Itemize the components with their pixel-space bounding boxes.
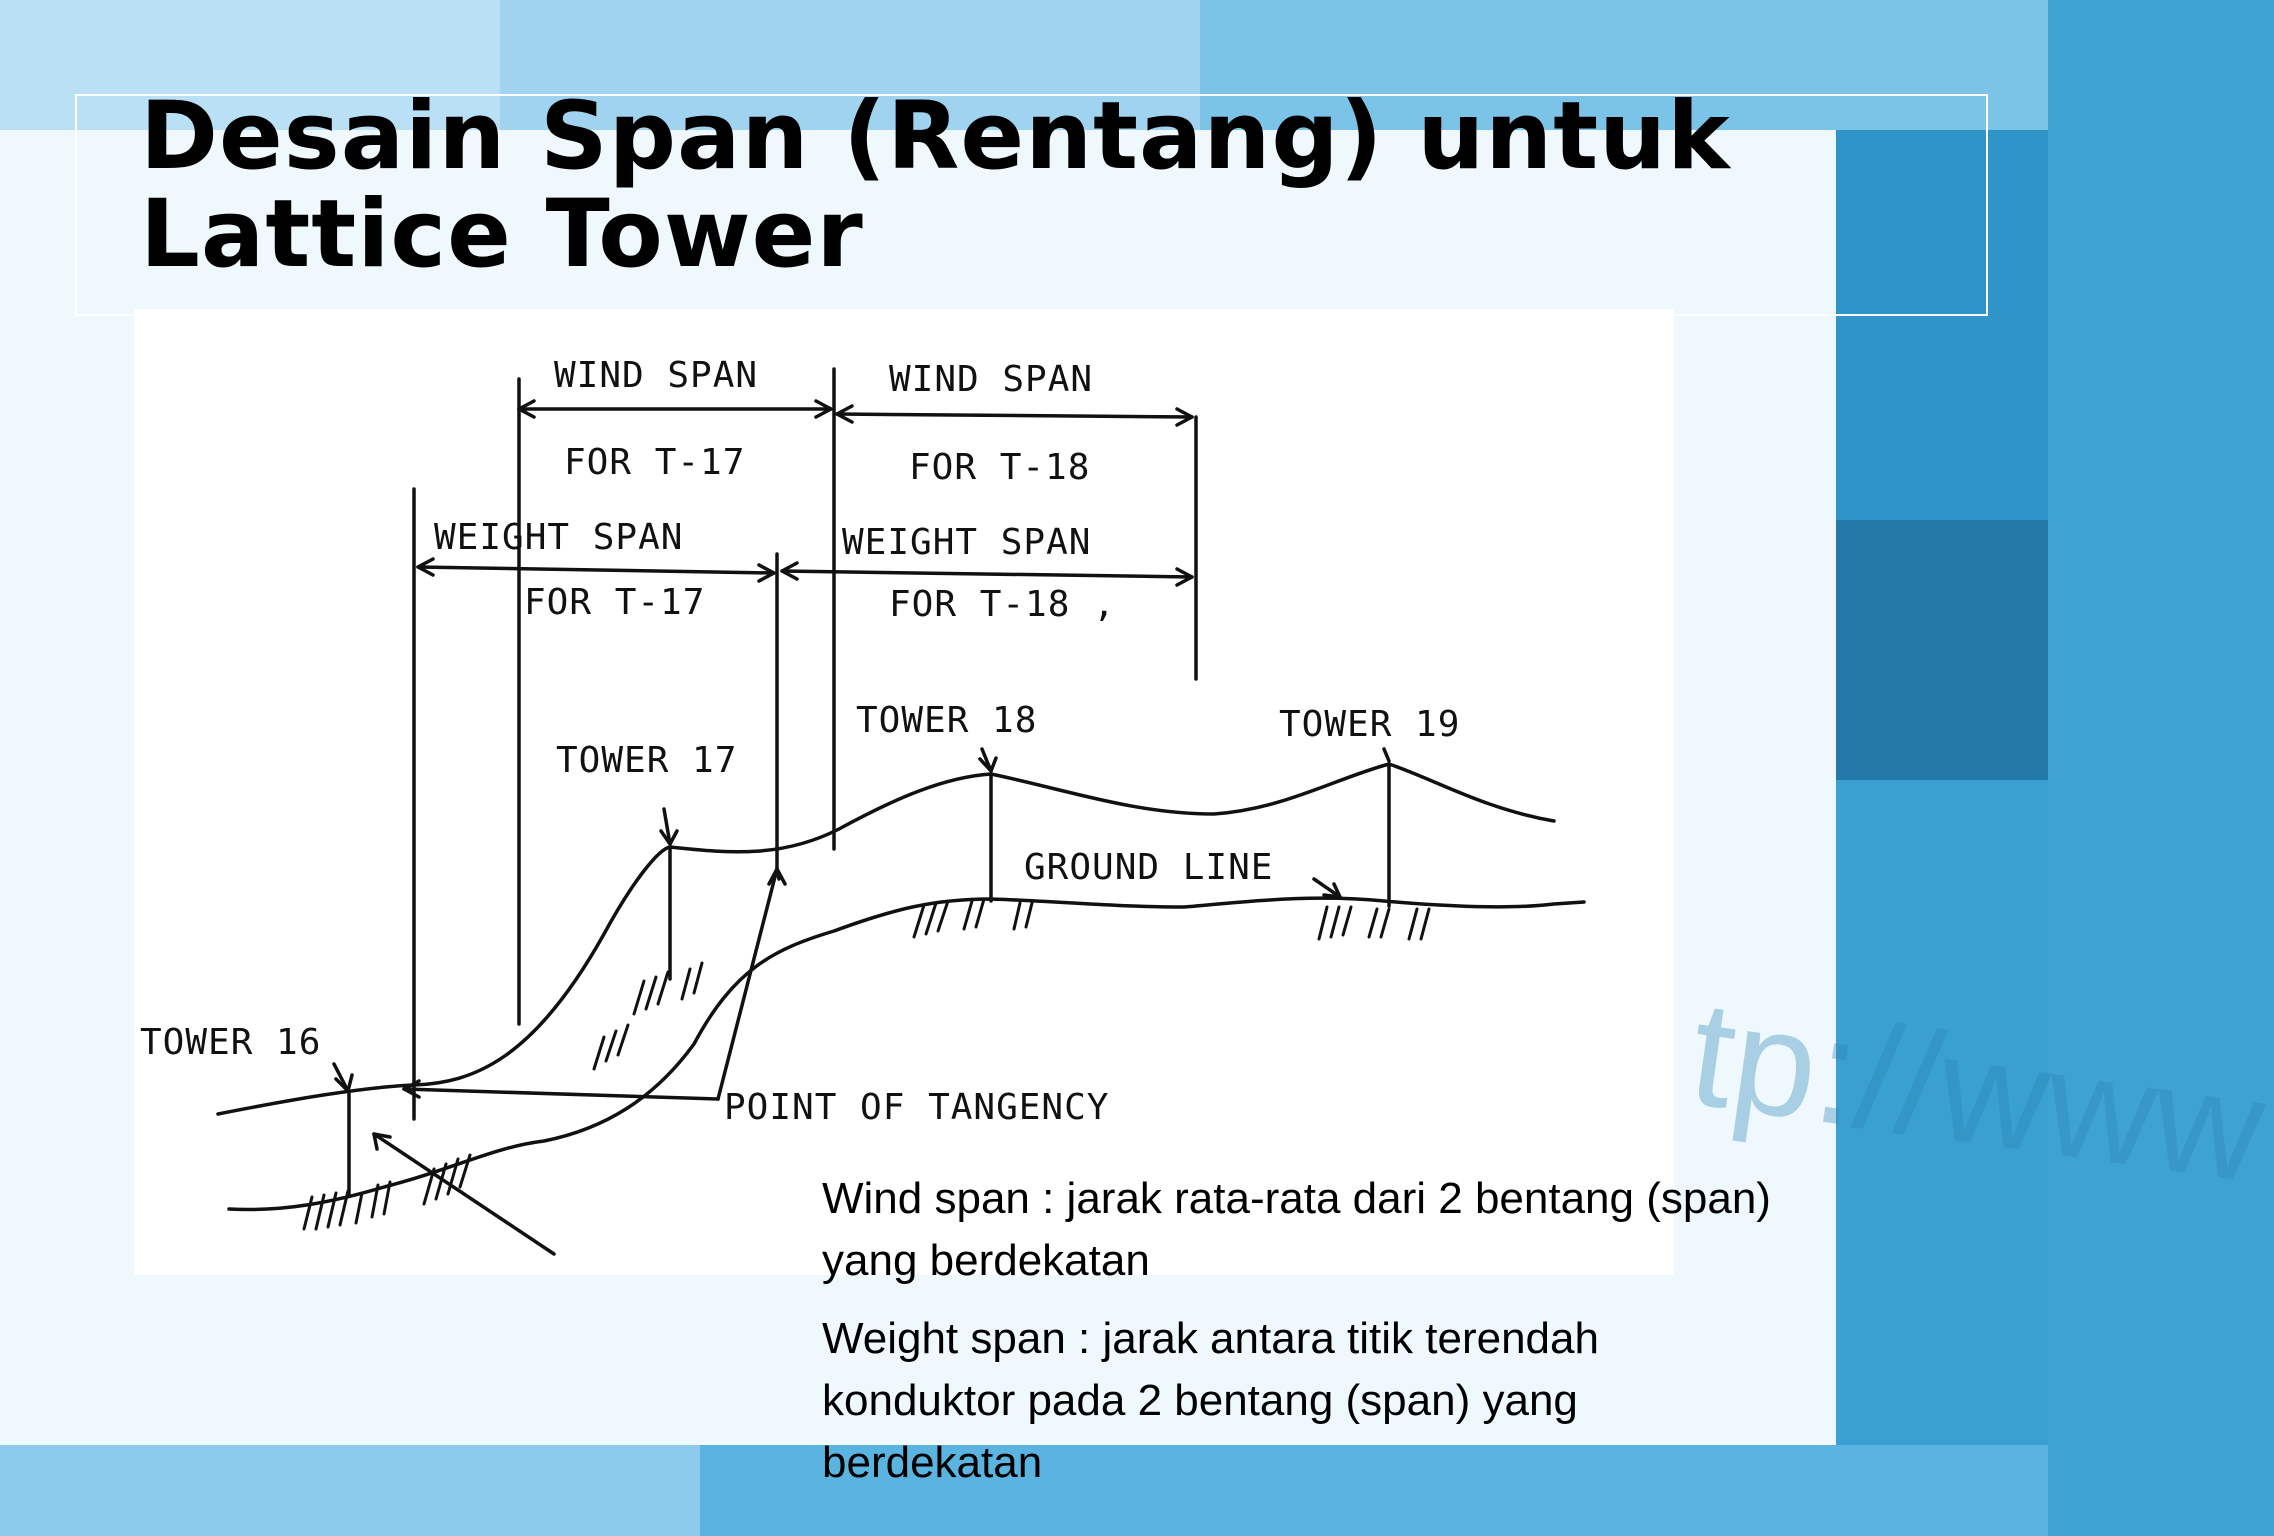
- label-tower-18: TOWER 18: [856, 700, 1038, 741]
- span-diagram-svg: [134, 309, 1674, 1275]
- weight-span-definition: Weight span : jarak antara titik terendah konduktor pada 2 bentang (span) yang berdekatan: [822, 1314, 1599, 1487]
- ground-line: [229, 898, 1584, 1209]
- slide-title: [140, 82, 1840, 289]
- label-for-t17-wind: FOR T-17: [564, 442, 746, 483]
- weight-span-arrow-1: [418, 567, 774, 573]
- label-point-of-tangency: POINT OF TANGENCY: [724, 1087, 1110, 1128]
- conductor-line: [218, 764, 1554, 1114]
- description-block: [822, 1168, 1802, 1510]
- label-wind-span-t18: WIND SPAN: [889, 359, 1094, 400]
- label-tower-16: TOWER 16: [140, 1022, 322, 1063]
- label-for-t18-wind: FOR T-18: [909, 447, 1091, 488]
- label-tower-19: TOWER 19: [1279, 704, 1461, 745]
- label-tower-17: TOWER 17: [556, 740, 738, 781]
- label-weight-span-t18: WEIGHT SPAN: [842, 522, 1092, 563]
- span-diagram: [134, 309, 1674, 1275]
- tangency-leader-1: [404, 1089, 718, 1099]
- tangency-leader-lower: [374, 1134, 554, 1254]
- weight-span-arrow-2: [782, 571, 1192, 577]
- label-ground-line: GROUND LINE: [1024, 847, 1274, 888]
- wind-span-arrow-2: [837, 414, 1192, 417]
- title-line-1: Desain Span (Rentang) untuk: [140, 82, 1731, 191]
- label-for-t17-weight: FOR T-17: [524, 582, 706, 623]
- label-weight-span-t17: WEIGHT SPAN: [434, 517, 684, 558]
- url-watermark: tp://www: [1681, 967, 2274, 1215]
- label-wind-span-t17: WIND SPAN: [554, 355, 759, 396]
- label-for-t18-weight: FOR T-18 ,: [889, 584, 1116, 625]
- wind-span-definition: Wind span : jarak rata-rata dari 2 bentang (span) yang berdekatan: [822, 1174, 1771, 1285]
- title-line-2: Lattice Tower: [140, 180, 864, 289]
- weight-span-boundary-mid-lower: [718, 869, 777, 1099]
